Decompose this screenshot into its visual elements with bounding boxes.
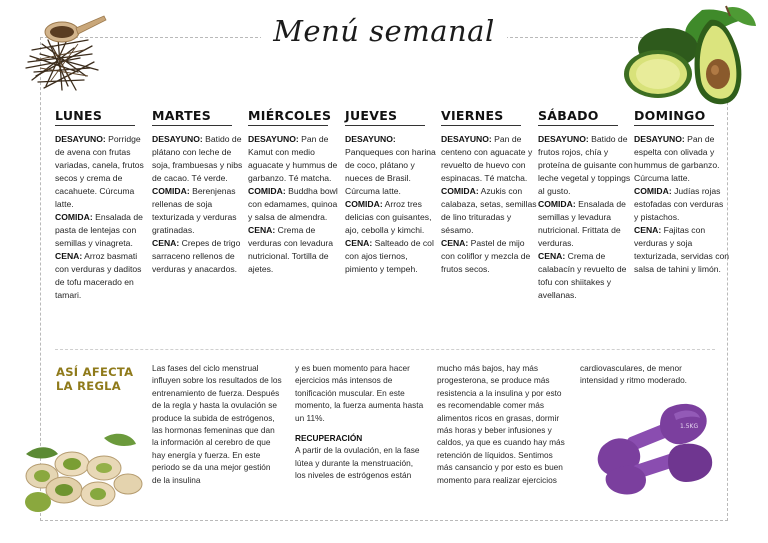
tea-leaves-illustration [18,10,110,102]
dumbbells-illustration [588,398,723,498]
meal-dinner: CENA: Arroz basmati con verduras y daditos de tofu macerado en tamari. [55,251,142,300]
meal-breakfast: DESAYUNO: Batido de frutos rojos, chía y proteína de guisante con leche vegetal y toppings al gusto. [538,134,633,196]
regla-text-column-1 [152,362,282,486]
regla-section-title: ASÍ AFECTA LA REGLA [56,365,134,393]
day-heading: VIERNES [441,108,521,126]
meal-breakfast: DESAYUNO: Batido de plátano con leche de soja, frambuesas y nibs de cacao. Té verde. [152,134,243,183]
day-column-miercoles [248,108,344,276]
meal-lunch: COMIDA: Berenjenas rellenas de soja texturizada y verduras gratinadas. [152,186,237,235]
meal-dinner: CENA: Crema de calabacín y revuelto de tofu con shiitakes y avellanas. [538,251,627,300]
day-heading: DOMINGO [634,108,714,126]
day-column-martes [152,108,248,276]
meal-breakfast: DESAYUNO: Pan de espelta con olivada y hummus de garbanzo. Cúrcuma latte. [634,134,720,183]
meal-lunch: COMIDA: Arroz tres delicias con guisantes, ajo, cebolla y kimchi. [345,199,432,235]
day-column-domingo [634,108,730,276]
day-heading: SÁBADO [538,108,618,126]
meal-breakfast: DESAYUNO: Panqueques con harina de coco, plátano y nueces de Brasil. Cúrcuma latte. [345,134,436,196]
regla-text-column-4 [580,362,710,387]
meal-breakfast: DESAYUNO: Pan de Kamut con medio aguacate y hummus de garbanzo. Té matcha. [248,134,338,183]
pistachios-illustration [18,424,148,519]
day-column-viernes [441,108,537,276]
meal-lunch: COMIDA: Judías rojas estofadas con verduras y pistachos. [634,186,724,222]
meal-dinner: CENA: Crepes de trigo sarraceno rellenos de verduras y anacardos. [152,238,241,274]
regla-text-column-3 [437,362,567,486]
regla-paragraph: mucho más bajos, hay más progesterona, se produce más resistencia a la insulina y por esto es recomendable comer más alimentos ricos en grasas, dormir más horas y beber infusiones y caldos, ya que es cuando hay más retención de líquidos. Sentimos más cansancio y por esto es buen momento para realizar ejercicios [437,363,565,485]
meal-lunch: COMIDA: Ensalada de pasta de lentejas con semillas y vinagreta. [55,212,143,248]
meal-dinner: CENA: Pastel de mijo con coliflor y mezcla de frutos secos. [441,238,531,274]
regla-paragraph: cardiovasculares, de menor intensidad y ritmo moderado. [580,363,687,386]
meal-dinner: CENA: Crema de verduras con levadura nutricional. Tortilla de ajetes. [248,225,334,274]
meal-dinner: CENA: Salteado de col con ajos tiernos, pimiento y tempeh. [345,238,434,274]
day-column-sabado [538,108,634,302]
meal-lunch: COMIDA: Buddha bowl con edamames, quinoa y salsa de almendra. [248,186,338,222]
meal-breakfast: DESAYUNO: Porridge de avena con frutas variadas, canela, frutos secos y crema de cacahuete. Cúrcuma latte. [55,134,144,209]
dumbbell-weight-label: 1.5KG [680,423,699,430]
meal-lunch: COMIDA: Azukis con calabaza, setas, semillas de lino trituradas y sésamo. [441,186,537,235]
avocado-illustration [618,2,760,114]
regla-paragraph: y es buen momento para hacer ejercicios más intensos de tonificación muscular. En este momento, la fuerza aumenta hasta un 11%. [295,363,424,423]
section-divider [55,349,715,350]
day-heading: MIÉRCOLES [248,108,328,126]
page-title: Menú semanal [0,14,768,48]
meal-dinner: CENA: Fajitas con verduras y soja texturizada, servidas con salsa de tahini y limón. [634,225,730,274]
day-column-lunes [55,108,151,302]
recuperacion-heading: RECUPERACIÓN [295,433,363,444]
meal-lunch: COMIDA: Ensalada de semillas y levadura nutricional. Frittata de verduras. [538,199,626,248]
regla-text-column-2 [295,362,425,482]
meal-breakfast: DESAYUNO: Pan de centeno con aguacate y revuelto de huevo con espinacas. Té matcha. [441,134,533,183]
day-heading: MARTES [152,108,232,126]
day-heading: LUNES [55,108,135,126]
regla-paragraph: A partir de la ovulación, en la fase lútea y durante la menstruación, los niveles de estrógenos están [295,445,420,481]
day-column-jueves [345,108,441,276]
regla-paragraph: Las fases del ciclo menstrual influyen sobre los resultados de los entrenamiento de fuerza. Después de la regla y hasta la ovulación se produce la subida de estrógenos, las hormonas femeninas que dan la información al cerebro de que hay energía y fuerza. En este periodo se da una mejor gestión de la insulina [152,363,282,485]
day-heading: JUEVES [345,108,425,126]
